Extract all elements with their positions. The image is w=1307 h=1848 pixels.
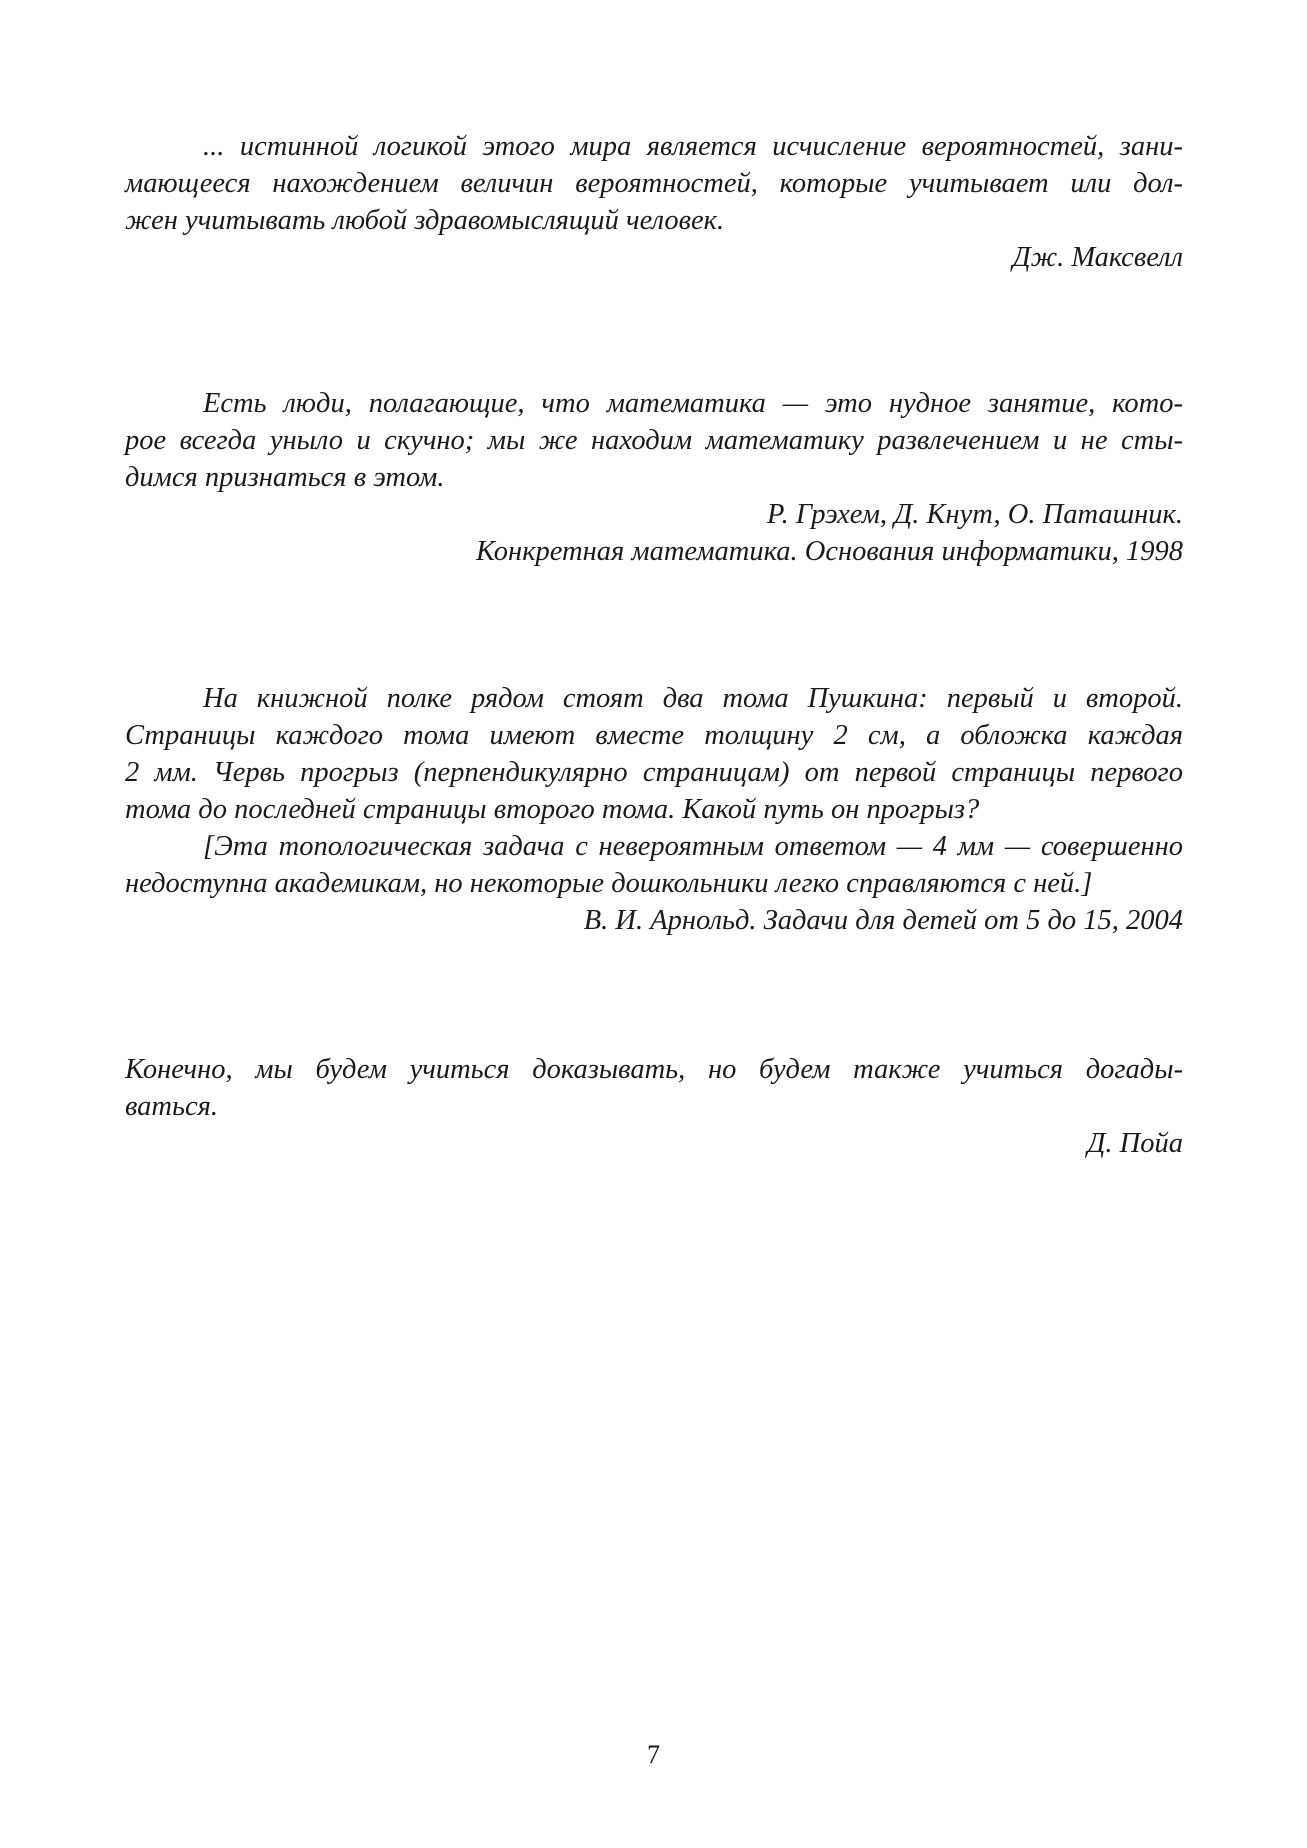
attribution: Р. Грэхем, Д. Кнут, О. Паташник. [767, 499, 1183, 530]
note-line: [Эта топологическая задача с невероятным ответом — 4 мм — совершенно [203, 831, 1183, 862]
attribution-source: Конкретная математика. Основания информатики, 1998 [475, 536, 1183, 567]
quote-line: На книжной полке рядом стоят два тома Пушкина: первый и второй. [203, 683, 1183, 714]
quote-line: Есть люди, полагающие, что математика — это нудное занятие, кото- [203, 388, 1183, 419]
quote-line: тома до последней страницы второго тома. Какой путь он прогрыз? [125, 794, 980, 825]
quote-line: Конечно, мы будем учиться доказывать, но будем также учиться догады- [125, 1054, 1183, 1085]
quote-line: 2 мм. Червь прогрыз (перпендикулярно страницам) от первой страницы первого [125, 757, 1183, 788]
quote-line: жен учитывать любой здравомыслящий человек. [125, 205, 725, 236]
quote-line: Страницы каждого тома имеют вместе толщину 2 см, а обложка каждая [125, 720, 1183, 751]
attribution: Дж. Максвелл [1012, 242, 1183, 273]
epigraph-arnold [125, 680, 1183, 939]
epigraph-polya [125, 1051, 1183, 1162]
quote-line: мающееся нахождением величин вероятностей, которые учитывает или дол- [125, 168, 1183, 199]
quote-line: ваться. [125, 1091, 219, 1122]
quote-line: ... истинной логикой этого мира является исчисление вероятностей, зани- [203, 131, 1183, 162]
page-number: 7 [647, 1740, 660, 1769]
note-line: недоступна академикам, но некоторые дошкольники легко справляются с ней.] [125, 868, 1093, 899]
attribution: В. И. Арнольд. Задачи для детей от 5 до 15, 2004 [583, 905, 1183, 936]
quote-line: рое всегда уныло и скучно; мы же находим математику развлечением и не сты- [125, 425, 1183, 456]
epigraph-maxwell [125, 128, 1183, 276]
quote-line: димся признаться в этом. [125, 462, 445, 493]
attribution: Д. Пойа [1087, 1128, 1183, 1159]
epigraph-concrete-mathematics [125, 385, 1183, 570]
